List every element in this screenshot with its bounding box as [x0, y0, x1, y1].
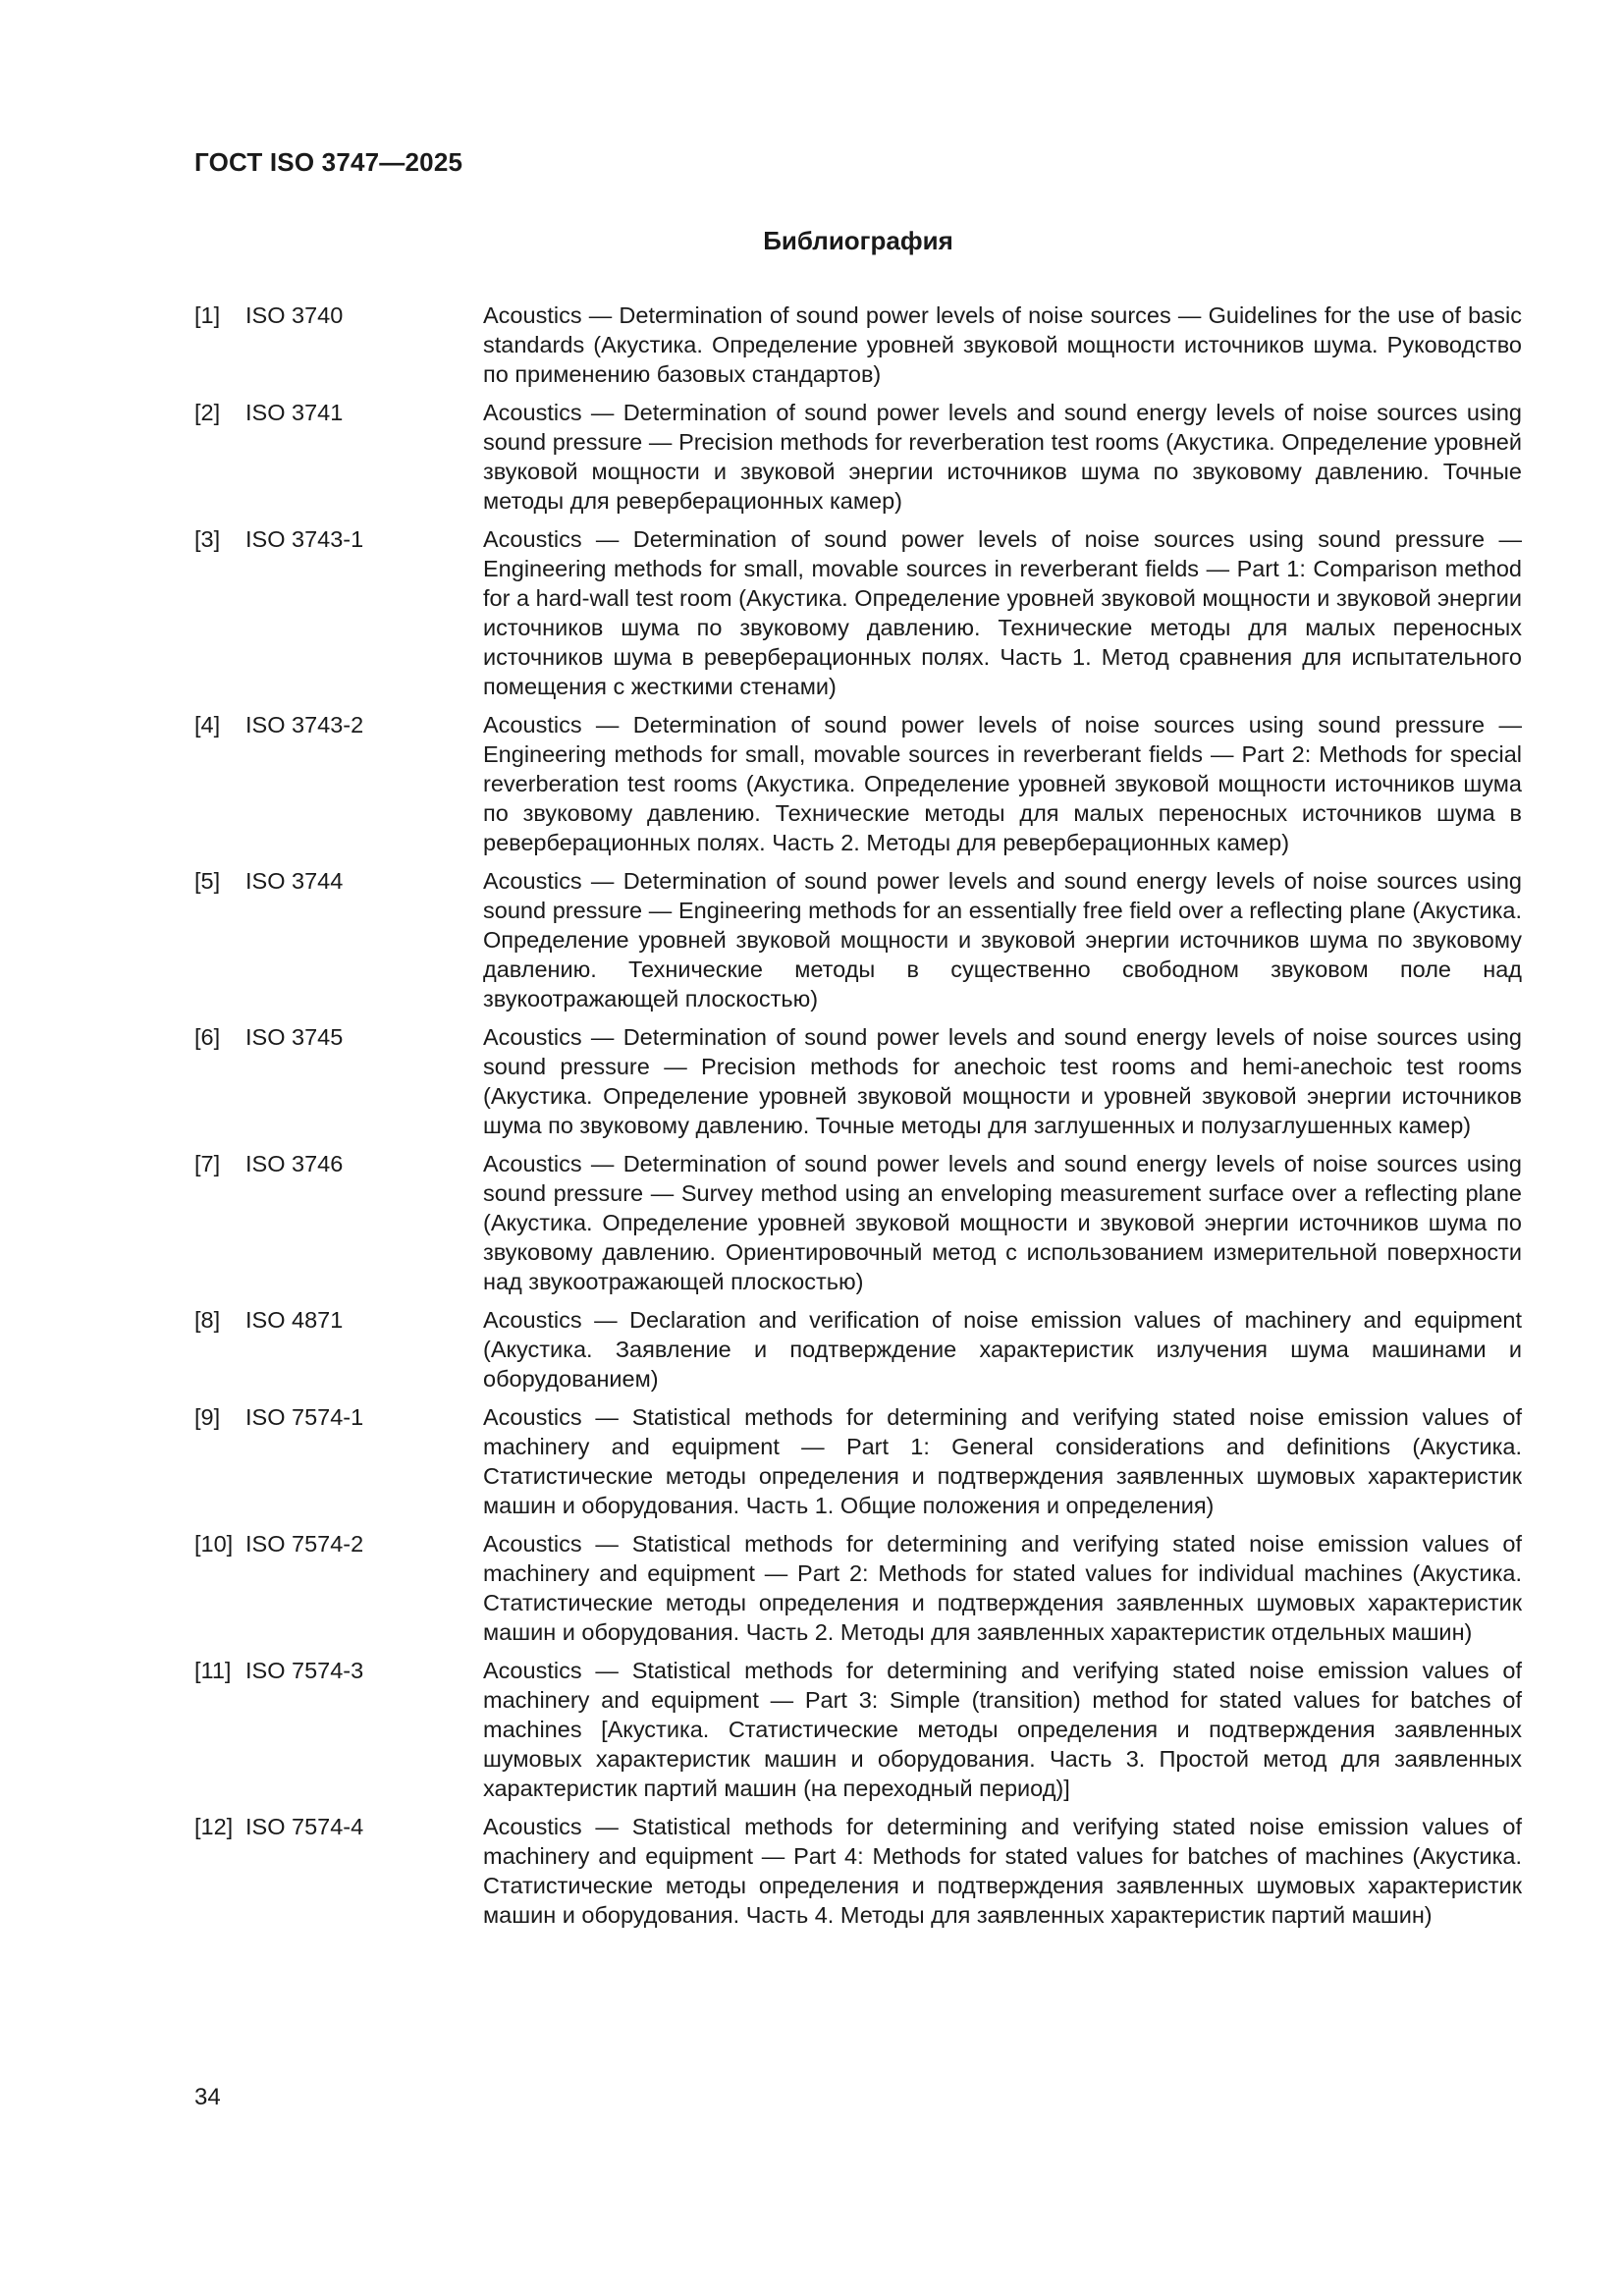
entry-title: Acoustics — Determination of sound power levels and sound energy levels of noise sources using sound pressure — Engineering methods for an essentially free field over a reflecting plane (Акустика. Определение уровней звуковой мощности и звуковой энергии источников шума по звуковому давлению. Технические методы в существенно свободном звуковом поле над звукоотражающей плоскостью) — [483, 868, 1522, 1011]
bibliography-entry — [194, 1656, 1522, 1803]
entry-title: Acoustics — Statistical methods for determining and verifying stated noise emission values of machinery and equipment — Part 4: Methods for stated values for batches of machines (Акустика. Статистические методы определения и подтверждения заявленных шумовых характеристик машин и оборудования. Часть 4. Методы для заявленных характеристик партий машин) — [483, 1814, 1522, 1928]
bibliography-entry — [194, 1812, 1522, 1930]
entry-standard-code: ISO 7574-3 — [245, 1658, 364, 1683]
entry-title: Acoustics — Determination of sound power levels and sound energy levels of noise sources using sound pressure — Precision methods for anechoic test rooms and hemi-anechoic test rooms (Акустика. Определение уровней звуковой мощности и уровней звуковой энергии источников шума по звуковому давлению. Точные методы для заглушенных и полузаглушенных камер) — [483, 1024, 1522, 1138]
bibliography-entry — [194, 398, 1522, 516]
entry-title: Acoustics — Statistical methods for determining and verifying stated noise emission values of machinery and equipment — Part 3: Simple (transition) method for stated values for batches of machines [Акустика. Статистические методы определения и подтверждения заявленных шумовых характеристик машин и оборудования. Часть 3. Простой метод для заявленных характеристик партий машин (на переходный период)] — [483, 1658, 1522, 1801]
entry-title: Acoustics — Determination of sound power levels of noise sources using sound pressure — Engineering methods for small, movable sources in reverberant fields — Part 1: Comparison method for a hard-wall test room (Акустика. Определение уровней звуковой мощности и звуковой энергии источников шума по звуковому давлению. Технические методы для малых переносных источников шума в реверберационных полях. Часть 1. Метод сравнения для испытательного помещения с жесткими стенами) — [483, 526, 1522, 699]
entry-standard-code: ISO 7574-4 — [245, 1814, 364, 1839]
entry-number: [3] — [194, 526, 221, 552]
entry-number: [7] — [194, 1151, 221, 1176]
entry-title: Acoustics — Declaration and verification of noise emission values of machinery and equipment (Акустика. Заявление и подтверждение характеристик излучения шума машинами и оборудованием) — [483, 1307, 1522, 1392]
entry-title: Acoustics — Determination of sound power levels of noise sources using sound pressure — Engineering methods for small, movable sources in reverberant fields — Part 2: Methods for special reverberation test rooms (Акустика. Определение уровней звуковой мощности источников шума по звуковому давлению. Технические методы для малых переносных источников шума в реверберационных полях. Часть 2. Методы для реверберационных камер) — [483, 712, 1522, 855]
entry-title: Acoustics — Determination of sound power levels of noise sources — Guidelines for the use of basic standards (Акустика. Определение уровней звуковой мощности источников шума. Руководство по применению базовых стандартов) — [483, 302, 1522, 387]
entry-standard-code: ISO 3746 — [245, 1151, 344, 1176]
entry-number: [1] — [194, 302, 221, 328]
page-number: 34 — [194, 2084, 221, 2110]
bibliography-entry — [194, 710, 1522, 857]
entry-standard-code: ISO 7574-1 — [245, 1404, 364, 1430]
entry-number: [10] — [194, 1531, 234, 1557]
entry-standard-code: ISO 7574-2 — [245, 1531, 364, 1557]
bibliography-entry — [194, 1022, 1522, 1140]
entry-title: Acoustics — Determination of sound power levels and sound energy levels of noise sources using sound pressure — Precision methods for reverberation test rooms (Акустика. Определение уровней звуковой мощности и звуковой энергии источников шума по звуковому давлению. Точные методы для реверберационных камер) — [483, 400, 1522, 514]
entry-number: [4] — [194, 712, 221, 738]
entry-number: [11] — [194, 1658, 232, 1683]
entry-standard-code: ISO 3741 — [245, 400, 344, 425]
bibliography-entry — [194, 1402, 1522, 1520]
entry-standard-code: ISO 3743-1 — [245, 526, 364, 552]
entry-number: [6] — [194, 1024, 221, 1050]
entry-standard-code: ISO 3744 — [245, 868, 344, 894]
entry-number: [2] — [194, 400, 221, 425]
entry-number: [5] — [194, 868, 221, 894]
entry-standard-code: ISO 3740 — [245, 302, 344, 328]
bibliography-entry — [194, 1305, 1522, 1394]
entry-number: [8] — [194, 1307, 221, 1333]
entry-number: [12] — [194, 1814, 234, 1839]
entry-title: Acoustics — Statistical methods for determining and verifying stated noise emission values of machinery and equipment — Part 2: Methods for stated values for individual machines (Акустика. Статистические методы определения и подтверждения заявленных шумовых характеристик машин и оборудования. Часть 2. Методы для заявленных характеристик отдельных машин) — [483, 1531, 1522, 1645]
entry-number: [9] — [194, 1404, 221, 1430]
bibliography-list — [194, 301, 1522, 1939]
document-header: ГОСТ ISO 3747—2025 — [194, 147, 463, 177]
bibliography-entry — [194, 866, 1522, 1013]
entry-title: Acoustics — Statistical methods for determining and verifying stated noise emission values of machinery and equipment — Part 1: General considerations and definitions (Акустика. Статистические методы определения и подтверждения заявленных шумовых характеристик машин и оборудования. Часть 1. Общие положения и определения) — [483, 1404, 1522, 1518]
entry-standard-code: ISO 3743-2 — [245, 712, 364, 738]
entry-standard-code: ISO 3745 — [245, 1024, 344, 1050]
bibliography-entry — [194, 1529, 1522, 1647]
bibliography-entry — [194, 301, 1522, 389]
bibliography-entry — [194, 524, 1522, 701]
bibliography-entry — [194, 1149, 1522, 1296]
entry-standard-code: ISO 4871 — [245, 1307, 344, 1333]
entry-title: Acoustics — Determination of sound power levels and sound energy levels of noise sources using sound pressure — Survey method using an enveloping measurement surface over a reflecting plane (Акустика. Определение уровней звуковой мощности и звуковой энергии источников шума по звуковому давлению. Ориентировочный метод с использованием измерительной поверхности над звукоотражающей плоскостью) — [483, 1151, 1522, 1294]
section-title: Библиография — [763, 226, 953, 255]
